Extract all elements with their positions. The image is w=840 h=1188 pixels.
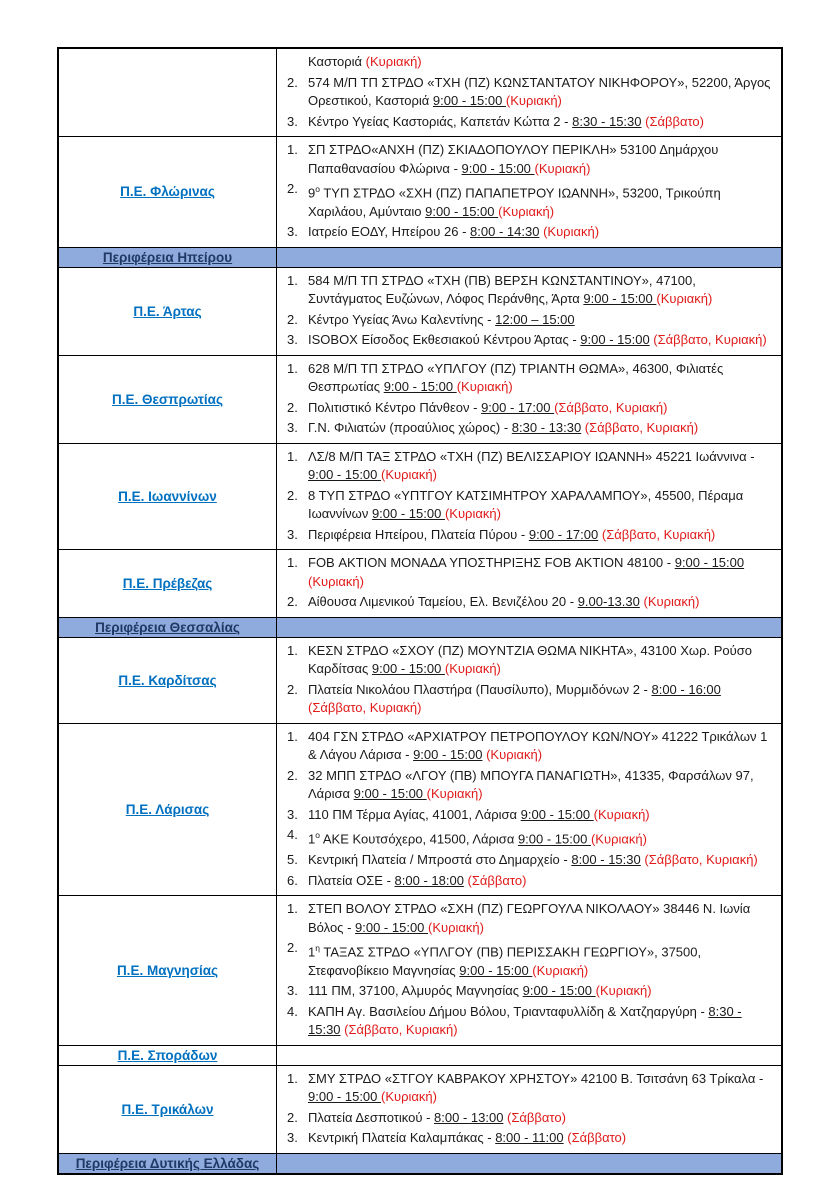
item-number: 2. [287, 767, 298, 783]
location-item [284, 74, 773, 111]
location-item [284, 900, 773, 937]
hours-text: 9:00 - 15:00 [383, 379, 457, 395]
item-text [308, 900, 773, 937]
day-label: (Κυριακή) [656, 291, 713, 307]
text-segment: 9 [308, 185, 316, 201]
location-item [284, 767, 773, 804]
text-segment: 32 ΜΠΠ ΣΤΡΔΟ «ΛΓΟΥ (ΠΒ) ΜΠΟΥΓΑ ΠΑΝΑΓΙΩΤΗ», 41335, Φαρσάλων 97, Λάρισα [308, 767, 754, 802]
item-text [308, 53, 773, 72]
text-segment: Αίθουσα Λιμενικού Ταμείου, Ελ. Βενιζέλου 20 - [308, 594, 578, 610]
item-number [284, 53, 308, 72]
hours-text: 8:00 - 16:00 [651, 681, 721, 697]
item-text [308, 982, 773, 1001]
hours-text: 9:00 - 15:00 [520, 806, 594, 822]
item-number: 1. [287, 142, 298, 157]
item-number: 2. [287, 399, 298, 415]
location-item [284, 593, 773, 612]
day-label: (Σάββατο, Κυριακή) [644, 852, 758, 868]
item-text [308, 399, 773, 418]
locations-cell [277, 444, 781, 550]
item-text [308, 360, 773, 397]
location-item [284, 419, 773, 438]
location-item [284, 826, 773, 849]
hours-text: 9:00 - 15:00 [432, 93, 506, 108]
text-segment: 584 Μ/Π ΤΠ ΣΤΡΔΟ «ΤΧΗ (ΠΒ) ΒΕΡΣΗ ΚΩΝΣΤΑΝΤΙΝΟΥ», 47100, Συντάγματος Ευζώνων, Λόφος Περάνθης, Άρτα [308, 272, 696, 307]
item-text [308, 526, 773, 545]
section-header-spacer [277, 248, 781, 267]
text-segment: 628 Μ/Π ΤΠ ΣΤΡΔΟ «ΥΠΛΓΟΥ (ΠΖ) ΤΡΙΑΝΤΗ ΘΩΜΑ», 46300, Φιλιατές Θεσπρωτίας [308, 360, 724, 395]
region-name-cell [59, 49, 277, 136]
item-number: 2. [287, 311, 298, 327]
hours-text: 9:00 - 15:00 [371, 506, 445, 522]
hours-text: 9.00-13.30 [577, 594, 640, 610]
hours-text: 8:00 - 11:00 [495, 1130, 564, 1146]
item-text [308, 180, 773, 221]
item-text [308, 272, 773, 309]
day-label: (Κυριακή) [498, 203, 555, 219]
item-number: 1. [287, 1070, 298, 1086]
locations-cell [277, 638, 781, 723]
section-header-row [59, 247, 781, 267]
location-item [284, 487, 773, 524]
item-number: 3. [287, 113, 298, 129]
item-text [308, 851, 773, 870]
text-segment: Κεντρική Πλατεία Καλαμπάκας - [308, 1130, 496, 1146]
day-label: (Κυριακή) [593, 806, 650, 822]
region-name-cell [59, 137, 277, 247]
day-label: (Κυριακή) [543, 224, 600, 240]
section-header-cell [59, 618, 277, 637]
location-item [284, 681, 773, 718]
text-segment: 1 [308, 831, 316, 847]
region-row [59, 1065, 781, 1153]
location-item [284, 728, 773, 765]
region-row [59, 549, 781, 617]
location-item [284, 311, 773, 330]
item-number: 3. [287, 332, 298, 348]
item-number: 1. [287, 272, 298, 288]
location-item [284, 331, 773, 350]
locations-cell [277, 1066, 781, 1153]
location-item [284, 53, 773, 72]
item-number: 1. [287, 642, 298, 658]
location-item [284, 939, 773, 980]
locations-cell [277, 137, 781, 247]
day-label: (Κυριακή) [643, 594, 700, 610]
hours-text: 9:00 - 15:00 [674, 555, 745, 571]
region-label: Π.Ε. Τρικάλων [121, 1101, 214, 1117]
day-label: (Σάββατο, Κυριακή) [601, 526, 716, 542]
text-segment: 574 Μ/Π ΤΠ ΣΤΡΔΟ «ΤΧΗ (ΠΖ) ΚΩΝΣΤΑΝΤΑΤΟΥ ΝΙΚΗΦΟΡΟΥ», 52200, Άργος Ορεστικού, Καστοριά [308, 74, 771, 108]
item-number: 5. [287, 852, 298, 868]
text-segment: ΛΣ/8 Μ/Π ΤΑΞ ΣΤΡΔΟ «ΤΧΗ (ΠΖ) ΒΕΛΙΣΣΑΡΙΟΥ ΙΩΑΝΝΗ» 45221 Ιωάννινα - [308, 448, 755, 464]
location-item [284, 1129, 773, 1148]
region-label: Π.Ε. Ιωαννίνων [118, 489, 217, 505]
item-text [308, 728, 773, 765]
item-number: 4. [287, 827, 298, 843]
region-row [59, 355, 781, 443]
item-number: 2. [287, 487, 298, 503]
region-row [59, 1045, 781, 1065]
text-segment: ΑΚΕ Κουτσόχερο, 41500, Λάρισα [319, 831, 518, 847]
item-number: 2. [287, 594, 298, 610]
text-segment: Καστοριά [308, 54, 366, 69]
hours-text: 9:00 - 15:00 [580, 332, 650, 348]
hours-text: 9:00 - 15:00 [355, 919, 429, 935]
item-number: 1. [287, 448, 298, 464]
locations-cell [277, 550, 781, 617]
item-number: 3. [287, 526, 298, 542]
item-text [308, 939, 773, 980]
region-label: Π.Ε. Καρδίτσας [118, 672, 217, 688]
item-number: 3. [287, 983, 298, 999]
section-header-label: Περιφέρεια Δυτικής Ελλάδας [75, 1155, 260, 1171]
item-text [308, 1003, 773, 1040]
text-segment: 110 ΠΜ Τέρμα Αγίας, 41001, Λάρισα [308, 806, 521, 822]
text-segment: ΣΜΥ ΣΤΡΔΟ «ΣΤΓΟΥ ΚΑΒΡΑΚΟΥ ΧΡΗΣΤΟΥ» 42100 Β. Τσιτσάνη 63 Τρίκαλα - [308, 1070, 764, 1086]
hours-text: 8:30 - 15:30 [308, 1003, 742, 1038]
text-segment: Πλατεία Νικολάου Πλαστήρα (Παυσίλυπο), Μυρμιδόνων 2 - [308, 681, 652, 697]
region-name-cell [59, 1066, 277, 1153]
item-number: 1. [287, 360, 298, 376]
item-text [308, 223, 773, 242]
locations-cell [277, 268, 781, 355]
day-label: (Κυριακή) [444, 506, 501, 522]
item-text [308, 593, 773, 612]
item-text [308, 113, 773, 132]
hours-text: 9:00 - 15:00 [517, 831, 591, 847]
item-text [308, 1129, 773, 1148]
item-text [308, 74, 773, 111]
text-segment: 1 [308, 944, 316, 960]
location-item [284, 1003, 773, 1040]
day-label: (Κυριακή) [365, 54, 422, 69]
section-header-row [59, 1153, 781, 1173]
item-text [308, 826, 773, 849]
item-number: 6. [287, 872, 298, 888]
locations-cell [277, 724, 781, 895]
region-name-cell [59, 550, 277, 617]
region-name-cell [59, 356, 277, 443]
item-number: 1. [287, 728, 298, 744]
text-segment: Κεντρική Πλατεία / Μπροστά στο Δημαρχείο - [308, 852, 572, 868]
locations-cell [277, 1046, 781, 1065]
text-segment: ΣΠ ΣΤΡΔΟ«ΑΝΧΗ (ΠΖ) ΣΚΙΑΔΟΠΟΥΛΟΥ ΠΕΡΙΚΛΗ» 53100 Δημάρχου Παπαθανασίου Φλώρινα - [308, 142, 719, 176]
day-label: (Σάββατο) [467, 872, 527, 888]
ordinal-superscript: ο [315, 830, 320, 841]
day-label: (Κυριακή) [456, 379, 513, 395]
location-item [284, 526, 773, 545]
hours-text: 9:00 - 15:00 [583, 291, 657, 307]
section-header-spacer [277, 618, 781, 637]
hours-text: 9:00 - 15:00 [308, 467, 381, 483]
item-text [308, 487, 773, 524]
day-label: (Σάββατο) [567, 1130, 627, 1146]
locations-cell [277, 356, 781, 443]
region-row [59, 637, 781, 723]
section-header-label: Περιφέρεια Ηπείρου [102, 249, 233, 265]
day-label: (Κυριακή) [428, 919, 484, 935]
text-segment: Περιφέρεια Ηπείρου, Πλατεία Πύρου - [308, 526, 529, 542]
text-segment: 404 ΓΣΝ ΣΤΡΔΟ «ΑΡΧΙΑΤΡΟΥ ΠΕΤΡΟΠΟΥΛΟΥ ΚΩΝ/ΝΟΥ» 41222 Τρικάλων 1 & Λάγου Λάρισα - [308, 728, 768, 763]
hours-text: 9:00 - 15:00 [522, 983, 596, 999]
day-label: (Σάββατο, Κυριακή) [554, 399, 668, 415]
region-name-cell [59, 638, 277, 723]
text-segment: ΚΑΠΗ Αγ. Βασιλείου Δήμου Βόλου, Τριανταφυλλίδη & Χατζηαργύρη - [308, 1003, 709, 1019]
region-label: Π.Ε. Μαγνησίας [116, 963, 219, 979]
item-text [308, 681, 773, 718]
text-segment: Κέντρο Υγείας Άνω Καλεντίνης - [308, 311, 496, 327]
day-label: (Σάββατο, Κυριακή) [653, 332, 767, 348]
ordinal-superscript: ο [315, 184, 320, 194]
item-number: 4. [287, 1003, 298, 1019]
region-row [59, 895, 781, 1045]
item-number: 2. [287, 74, 298, 90]
hours-text: 9:00 - 17:00 [481, 399, 555, 415]
day-label: (Κυριακή) [590, 831, 647, 847]
region-name-cell [59, 268, 277, 355]
day-label: (Σάββατο) [507, 1109, 566, 1125]
day-label: (Κυριακή) [595, 983, 652, 999]
day-label: (Σάββατο, Κυριακή) [308, 700, 422, 716]
hours-text: 8:00 - 13:00 [434, 1109, 504, 1125]
hours-text: 9:00 - 15:00 [413, 747, 483, 763]
item-text [308, 311, 773, 330]
location-item [284, 642, 773, 679]
item-text [308, 1070, 773, 1107]
text-segment: ΤΑΞΑΣ ΣΤΡΔΟ «ΥΠΛΓΟΥ (ΠΒ) ΠΕΡΙΣΣΑΚΗ ΓΕΩΡΓΙΟΥ», 37500, Στεφανοβίκειο Μαγνησίας [308, 944, 702, 978]
location-item [284, 399, 773, 418]
region-label: Π.Ε. Φλώρινας [120, 184, 215, 200]
item-number: 3. [287, 224, 298, 240]
hours-text: 9:00 - 15:00 [459, 962, 533, 978]
item-text [308, 141, 773, 178]
region-row [59, 49, 781, 136]
location-item [284, 141, 773, 178]
day-label: (Κυριακή) [534, 160, 591, 176]
location-item [284, 982, 773, 1001]
day-label: (Σάββατο, Κυριακή) [584, 420, 699, 436]
hours-text: 9:00 - 17:00 [528, 526, 599, 542]
region-row [59, 267, 781, 355]
region-label: Π.Ε. Άρτας [133, 303, 202, 319]
day-label: (Κυριακή) [381, 467, 437, 483]
text-segment: ISOBOX Είσοδος Εκθεσιακού Κέντρου Άρτας - [308, 332, 581, 348]
item-number: 1. [287, 555, 298, 571]
text-segment: Ιατρείο ΕΟΔΥ, Ηπείρου 26 - [308, 224, 471, 240]
region-name-cell [59, 896, 277, 1045]
text-segment: 111 ΠΜ, 37100, Αλμυρός Μαγνησίας [308, 983, 523, 999]
location-item [284, 113, 773, 132]
location-item [284, 448, 773, 485]
text-segment: Κέντρο Υγείας Καστοριάς, Καπετάν Κώττα 2 - [308, 113, 573, 129]
item-text [308, 1109, 773, 1128]
location-item [284, 554, 773, 591]
location-item [284, 272, 773, 309]
hours-text: 9:00 - 15:00 [461, 160, 535, 176]
region-label: Π.Ε. Πρέβεζας [122, 576, 213, 592]
section-header-cell [59, 248, 277, 267]
item-text [308, 872, 773, 891]
item-text [308, 554, 773, 591]
item-text [308, 642, 773, 679]
day-label: (Κυριακή) [444, 661, 501, 677]
region-name-cell [59, 724, 277, 895]
location-item [284, 872, 773, 891]
item-number: 2. [287, 681, 298, 697]
item-number: 2. [287, 181, 298, 196]
text-segment: ΣΤΕΠ ΒΟΛΟΥ ΣΤΡΔΟ «ΣΧΗ (ΠΖ) ΓΕΩΡΓΟΥΛΑ ΝΙΚΟΛΑΟΥ» 38446 Ν. Ιωνία Βόλος - [308, 901, 751, 935]
hours-text: 8:30 - 15:30 [572, 113, 642, 129]
item-number: 1. [287, 901, 298, 917]
location-item [284, 1070, 773, 1107]
item-number: 2. [287, 940, 298, 956]
hours-text: 9:00 - 15:00 [308, 1089, 381, 1105]
day-label: (Σάββατο) [645, 113, 704, 129]
region-label: Π.Ε. Σποράδων [117, 1047, 218, 1063]
location-item [284, 360, 773, 397]
hours-text: 8:00 - 18:00 [394, 872, 464, 888]
day-label: (Κυριακή) [532, 962, 589, 978]
text-segment: 8 ΤΥΠ ΣΤΡΔΟ «ΥΠΤΓΟΥ ΚΑΤΣΙΜΗΤΡΟΥ ΧΑΡΑΛΑΜΠΟΥ», 45500, Πέραμα Ιωαννίνων [308, 487, 744, 522]
item-number: 3. [287, 1130, 298, 1146]
item-text [308, 419, 773, 438]
text-segment: FOB ΑΚΤΙΟΝ ΜΟΝΑΔΑ ΥΠΟΣΤΗΡΙΞΗΣ FOB ΑΚΤΙΟΝ 48100 - [308, 555, 675, 571]
location-item [284, 851, 773, 870]
item-number: 3. [287, 806, 298, 822]
hours-text: 12:00 – 15:00 [495, 311, 575, 327]
day-label: (Κυριακή) [486, 747, 543, 763]
locations-cell [277, 49, 781, 136]
text-segment: Γ.Ν. Φιλιατών (προαύλιος χώρος) - [308, 420, 512, 436]
section-header-spacer [277, 1154, 781, 1173]
text-segment: ΚΕΣΝ ΣΤΡΔΟ «ΣΧΟΥ (ΠΖ) ΜΟΥΝΤΖΙΑ ΘΩΜΑ ΝΙΚΗΤΑ», 43100 Χωρ. Ρούσο Καρδίτσας [308, 642, 752, 677]
item-number: 3. [287, 420, 298, 436]
hours-text: 8:30 - 13:30 [511, 420, 582, 436]
locations-cell [277, 896, 781, 1045]
hours-text: 9:00 - 15:00 [353, 786, 427, 802]
region-name-cell [59, 444, 277, 550]
text-segment: Πλατεία ΟΣΕ - [308, 872, 395, 888]
location-item [284, 1109, 773, 1128]
text-segment: Πολιτιστικό Κέντρο Πάνθεον - [308, 399, 482, 415]
region-row [59, 723, 781, 895]
text-segment: ΤΥΠ ΣΤΡΔΟ «ΣΧΗ (ΠΖ) ΠΑΠΑΠΕΤΡΟΥ ΙΩΑΝΝΗ», 53200, Τρικούπη Χαριλάου, Αμύνταιο [308, 185, 721, 219]
item-text [308, 767, 773, 804]
item-text [308, 448, 773, 485]
location-item [284, 806, 773, 825]
day-label: (Σάββατο, Κυριακή) [344, 1022, 458, 1038]
region-label: Π.Ε. Λάρισας [125, 801, 210, 817]
region-row [59, 136, 781, 247]
day-label: (Κυριακή) [505, 93, 562, 108]
section-header-row [59, 617, 781, 637]
document-table [57, 47, 783, 1175]
hours-text: 8:00 - 14:30 [470, 224, 540, 240]
day-label: (Κυριακή) [381, 1089, 437, 1105]
region-row [59, 443, 781, 550]
hours-text: 9:00 - 15:00 [371, 661, 445, 677]
location-item [284, 180, 773, 221]
ordinal-superscript: η [315, 943, 320, 954]
text-segment: Πλατεία Δεσποτικού - [308, 1109, 435, 1125]
region-name-cell [59, 1046, 277, 1065]
day-label: (Κυριακή) [308, 573, 364, 589]
item-number: 2. [287, 1109, 298, 1125]
region-label: Π.Ε. Θεσπρωτίας [112, 391, 223, 407]
section-header-cell [59, 1154, 277, 1173]
hours-text: 8:00 - 15:30 [571, 852, 641, 868]
section-header-label: Περιφέρεια Θεσσαλίας [95, 619, 240, 635]
item-text [308, 806, 773, 825]
hours-text: 9:00 - 15:00 [425, 203, 499, 219]
day-label: (Κυριακή) [426, 786, 483, 802]
item-text [308, 331, 773, 350]
location-item [284, 223, 773, 242]
